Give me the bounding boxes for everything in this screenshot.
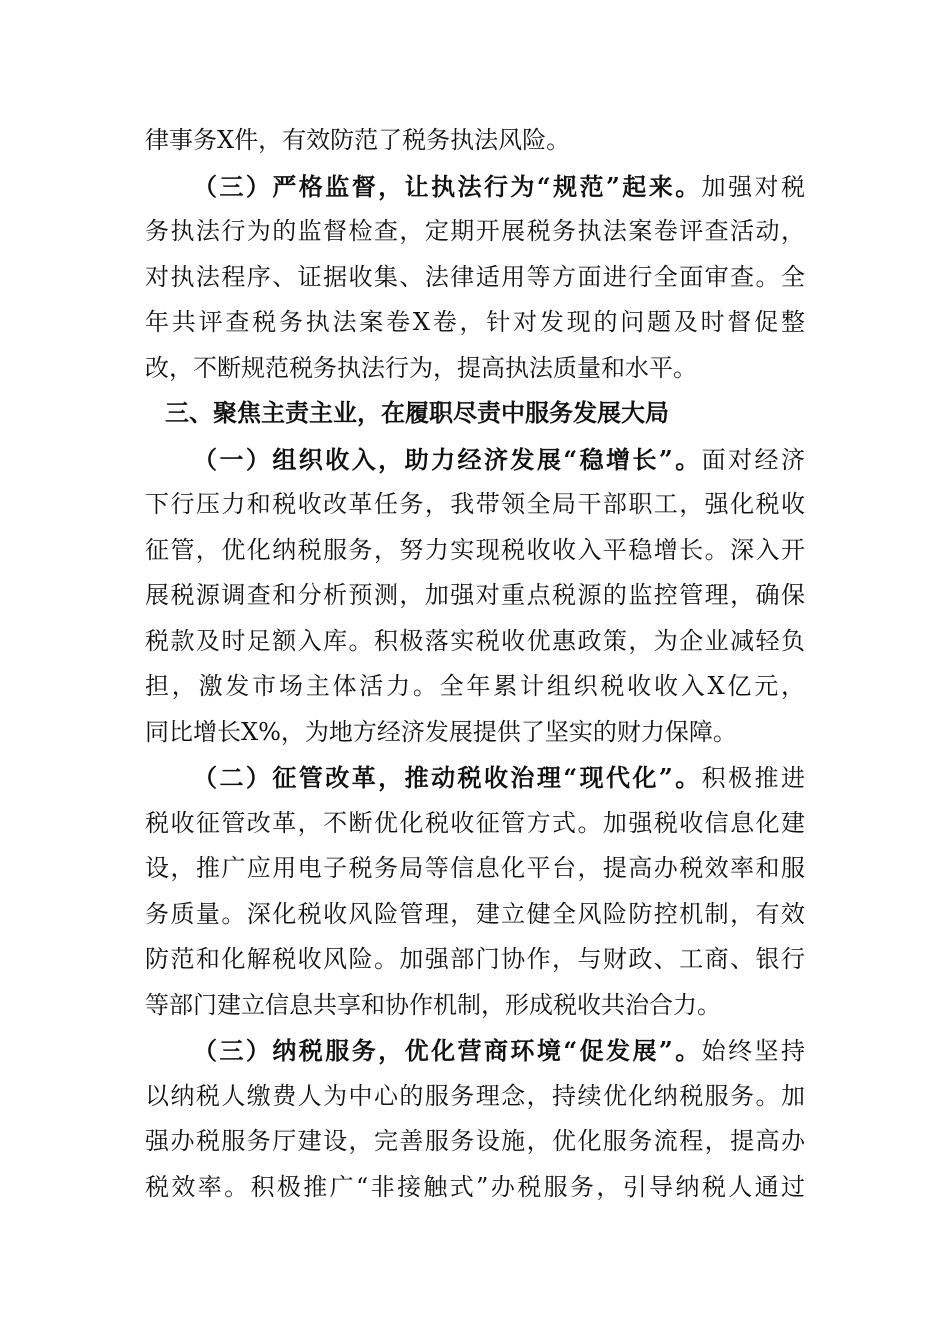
paragraph-line: 务执法行为的监督检查，定期开展税务执法案卷评查活动，	[145, 217, 805, 245]
paragraph-line: 等部门建立信息共享和协作机制，形成税收共治合力。	[145, 990, 721, 1019]
paragraph-text: 加强对税	[701, 172, 805, 201]
paragraph-lead: （三）纳税服务，优化营商环境“促发展”。	[193, 1036, 702, 1065]
paragraph-lead: （一）组织收入，助力经济发展“稳增长”。	[193, 444, 702, 474]
section-heading: 三、聚焦主责主业，在履职尽责中服务发展大局	[165, 399, 669, 427]
paragraph-line: 税效率。积极推广“非接触式”办税服务，引导纳税人通过	[145, 1172, 805, 1201]
paragraph-line: 税收征管改革，不断优化税收征管方式。加强税收信息化建	[145, 808, 805, 837]
paragraph-line: 对执法程序、证据收集、法律适用等方面进行全面审查。全	[145, 262, 805, 291]
document-body	[145, 118, 805, 1210]
paragraph-text: 积极推进	[701, 764, 805, 792]
paragraph-line: 务质量。深化税收风险管理，建立健全风险防控机制，有效	[145, 899, 805, 928]
paragraph-line: 改，不断规范税务执法行为，提高执法质量和水平。	[145, 353, 697, 382]
paragraph-line: 年共评查税务执法案卷X卷，针对发现的问题及时督促整	[145, 308, 805, 336]
paragraph-line	[145, 755, 805, 801]
paragraph-line: 税款及时足额入库。积极落实税收优惠政策，为企业减轻负	[145, 626, 805, 655]
paragraph-line: 征管，优化纳税服务，努力实现税收收入平稳增长。深入开	[145, 535, 805, 564]
paragraph-line: 同比增长X%，为地方经济发展提供了坚实的财力保障。	[145, 717, 737, 746]
paragraph-line: 防范和化解税收风险。加强部门协作，与财政、工商、银行	[145, 945, 805, 973]
paragraph-lead: （二）征管改革，推动税收治理“现代化”。	[193, 763, 702, 792]
paragraph-lead: （三）严格监督，让执法行为“规范”起来。	[193, 171, 702, 201]
paragraph-line	[145, 1028, 805, 1074]
paragraph-text: 面对经济	[701, 445, 805, 474]
paragraph-line: 设，推广应用电子税务局等信息化平台，提高办税效率和服	[145, 854, 805, 882]
paragraph-line: 担，激发市场主体活力。全年累计组织税收收入X亿元，	[145, 672, 805, 700]
paragraph-text: 始终坚持	[701, 1037, 805, 1065]
paragraph-line: 下行压力和税收改革任务，我带领全局干部职工，强化税收	[145, 490, 805, 518]
paragraph-line	[145, 437, 805, 483]
paragraph-line: 以纳税人缴费人为中心的服务理念，持续优化纳税服务。加	[145, 1081, 805, 1110]
paragraph-line: 律事务X件，有效防范了税务执法风险。	[145, 126, 571, 154]
paragraph-line: 展税源调查和分析预测，加强对重点税源的监控管理，确保	[145, 581, 805, 609]
paragraph-line	[145, 164, 805, 210]
paragraph-line: 强办税服务厅建设，完善服务设施，优化服务流程，提高办	[145, 1127, 805, 1155]
